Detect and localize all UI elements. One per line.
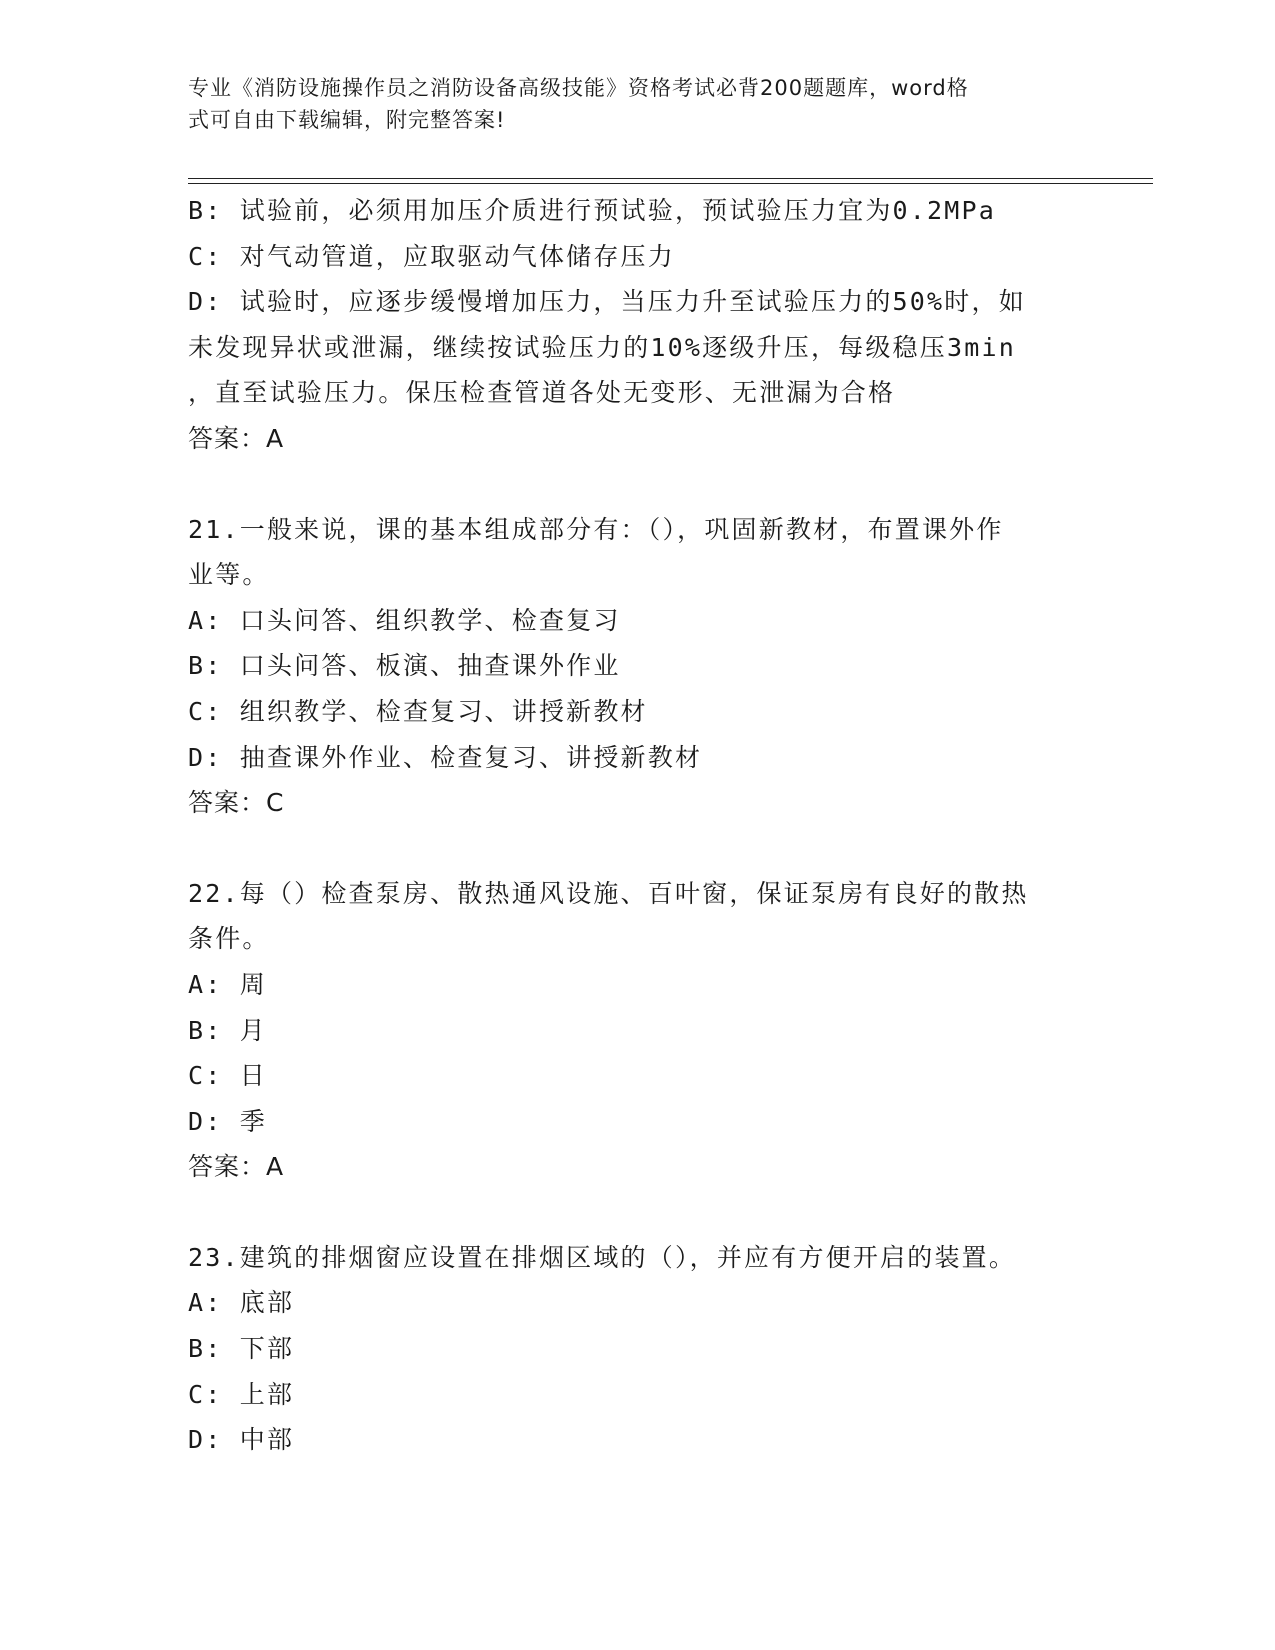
option-b: B: 试验前，必须用加压介质进行预试验，预试验压力宜为0.2MPa [188, 196, 997, 225]
header-divider-bottom [188, 183, 1153, 184]
option-b: B: 月 [188, 1015, 267, 1045]
header-divider-top [188, 178, 1153, 179]
option-c: C: 上部 [188, 1379, 295, 1409]
question-block-22 [188, 871, 1088, 1190]
option-d: D: 季 [188, 1106, 267, 1136]
answer-label: 答案：A [188, 1152, 285, 1182]
option-d-line-1: D: 试验时，应逐步缓慢增加压力，当压力升至试验压力的50%时，如 [188, 287, 1026, 317]
header-line-2: 式可自由下载编辑，附完整答案! [188, 108, 506, 132]
option-a: A: 口头问答、组织教学、检查复习 [188, 605, 621, 635]
question-stem-line-1: 21.一般来说，课的基本组成部分有：（），巩固新教材，布置课外作 [188, 514, 1004, 544]
option-a: A: 底部 [188, 1288, 295, 1318]
option-c: C: 对气动管道，应取驱动气体储存压力 [188, 241, 675, 271]
answer-label: 答案：C [188, 788, 285, 818]
option-c: C: 日 [188, 1061, 267, 1091]
question-block-23 [188, 1235, 1088, 1463]
document-header [188, 72, 1088, 136]
question-stem-line-1: 22.每（）检查泵房、散热通风设施、百叶窗，保证泵房有良好的散热 [188, 878, 1029, 908]
question-stem-line-2: 条件。 [188, 924, 270, 954]
option-d: D: 抽查课外作业、检查复习、讲授新教材 [188, 742, 703, 772]
question-block-21 [188, 507, 1088, 826]
question-stem-line-2: 业等。 [188, 560, 270, 590]
header-line-1: 专业《消防设施操作员之消防设备高级技能》资格考试必背200题题库，word格 [188, 76, 969, 100]
document-body [188, 188, 1088, 1463]
question-stem-line-1: 23.建筑的排烟窗应设置在排烟区域的（），并应有方便开启的装置。 [188, 1242, 1017, 1272]
option-c: C: 组织教学、检查复习、讲授新教材 [188, 696, 648, 726]
option-d-line-2: 未发现异状或泄漏，继续按试验压力的10%逐级升压，每级稳压3min [188, 332, 1016, 362]
question-block-previous [188, 188, 1088, 462]
option-b: B: 下部 [188, 1334, 295, 1364]
option-d: D: 中部 [188, 1425, 295, 1455]
option-a: A: 周 [188, 969, 267, 999]
answer-label: 答案：A [188, 423, 285, 453]
option-d-line-3: ，直至试验压力。保压检查管道各处无变形、无泄漏为合格 [188, 378, 896, 408]
option-b: B: 口头问答、板演、抽查课外作业 [188, 651, 621, 681]
